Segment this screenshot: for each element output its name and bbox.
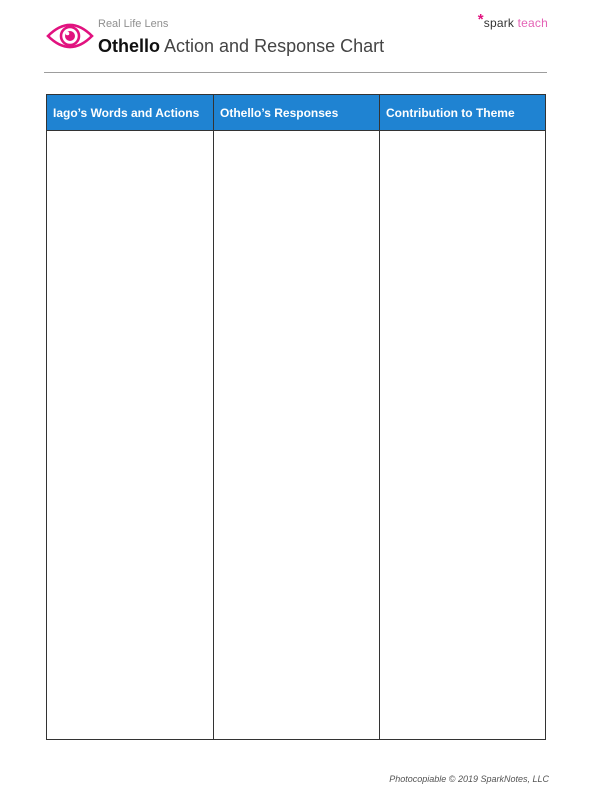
brand-teach: teach xyxy=(517,16,548,30)
eye-icon xyxy=(46,18,94,54)
page-title xyxy=(98,36,384,57)
column-body-theme[interactable] xyxy=(380,131,545,739)
copyright-footer: Photocopiable © 2019 SparkNotes, LLC xyxy=(389,774,549,784)
series-label: Real Life Lens xyxy=(98,18,169,30)
title-bold: Othello xyxy=(98,36,160,56)
title-rest: Action and Response Chart xyxy=(160,36,385,56)
header-divider xyxy=(44,72,547,73)
brand-spark: spark xyxy=(483,16,515,30)
brand-logo xyxy=(477,11,548,31)
column-iago xyxy=(47,95,214,739)
brand-star: * xyxy=(477,11,484,28)
column-othello xyxy=(214,95,380,739)
response-chart xyxy=(46,94,546,740)
column-body-iago[interactable] xyxy=(47,131,213,739)
column-header: Iago’s Words and Actions xyxy=(47,95,213,131)
column-body-othello[interactable] xyxy=(214,131,379,739)
page-header xyxy=(46,11,548,64)
column-header: Othello’s Responses xyxy=(214,95,379,131)
column-header: Contribution to Theme xyxy=(380,95,545,131)
column-theme xyxy=(380,95,545,739)
